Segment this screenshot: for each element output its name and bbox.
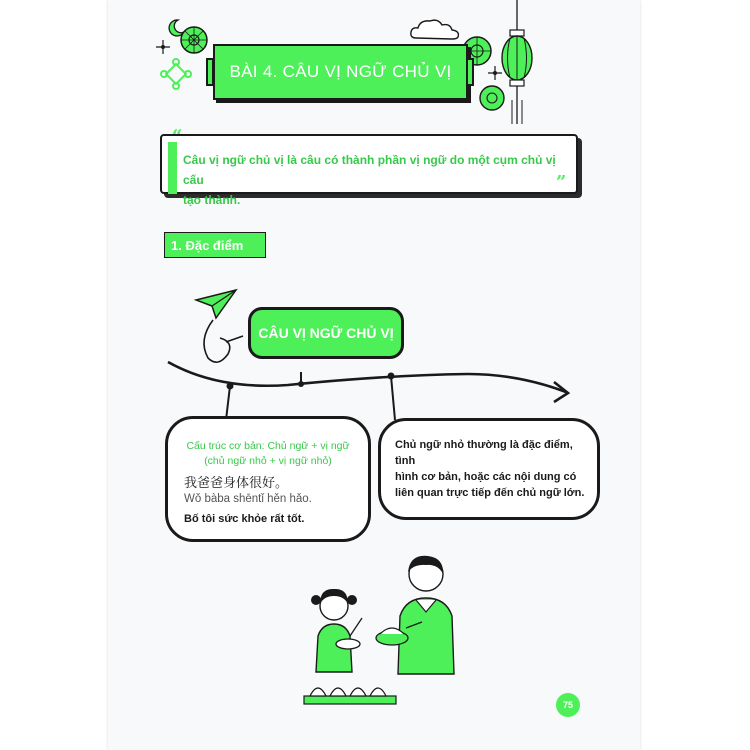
- description-line-1: Chủ ngữ nhỏ thường là đặc điểm, tình: [395, 439, 573, 467]
- definition-line-2: tạo thành.: [183, 193, 241, 207]
- lesson-title: BÀI 4. CÂU VỊ NGỮ CHỦ VỊ: [229, 62, 452, 81]
- description-line-3: liên quan trực tiếp đến chủ ngữ lớn.: [395, 487, 585, 499]
- structure-line-1: Cấu trúc cơ bản: Chủ ngữ + vị ngữ: [186, 440, 350, 452]
- lantern-icon: [500, 0, 534, 126]
- description-line-2: hình cơ bản, hoặc các nội dung có: [395, 471, 577, 483]
- section-heading: [164, 232, 266, 258]
- section-heading-label: 1. Đặc điểm: [171, 237, 244, 253]
- structure-line-2: (chủ ngữ nhỏ + vị ngữ nhỏ): [204, 455, 332, 467]
- sparkle-icon: [156, 40, 170, 54]
- definition-text: [183, 150, 563, 210]
- example-pinyin: Wǒ bàba shēntǐ hěn hǎo.: [184, 493, 312, 505]
- description-card: [378, 418, 600, 520]
- open-quote-icon: “: [172, 126, 183, 147]
- title-tab-right: [466, 58, 474, 86]
- flower-icon: [178, 24, 210, 56]
- description-text: [395, 437, 591, 501]
- definition-accent-bar: [168, 142, 177, 194]
- definition-line-1: Câu vị ngữ chủ vị là câu có thành phần vị ngữ do một cụm chủ vị cấu: [183, 153, 556, 187]
- example-vietnamese: Bố tôi sức khỏe rất tốt.: [184, 513, 305, 525]
- lesson-title-banner: [213, 44, 468, 100]
- cloud-icon: [408, 16, 462, 42]
- diagram-center-label: CÂU VỊ NGỮ CHỦ VỊ: [258, 325, 394, 341]
- textbook-page: [108, 0, 640, 750]
- page-number: 75: [562, 700, 573, 710]
- dumpling-platter-icon: [302, 676, 398, 706]
- page-number-badge: [556, 693, 580, 717]
- chinese-knot-icon: [160, 58, 192, 90]
- structure-card: [165, 416, 371, 542]
- diagram-center-node: [248, 307, 404, 359]
- family-illustration: [298, 548, 478, 684]
- paper-plane-icon: [194, 288, 238, 322]
- example-chinese: 我爸爸身体很好。: [184, 476, 289, 491]
- close-quote-icon: ”: [556, 172, 567, 193]
